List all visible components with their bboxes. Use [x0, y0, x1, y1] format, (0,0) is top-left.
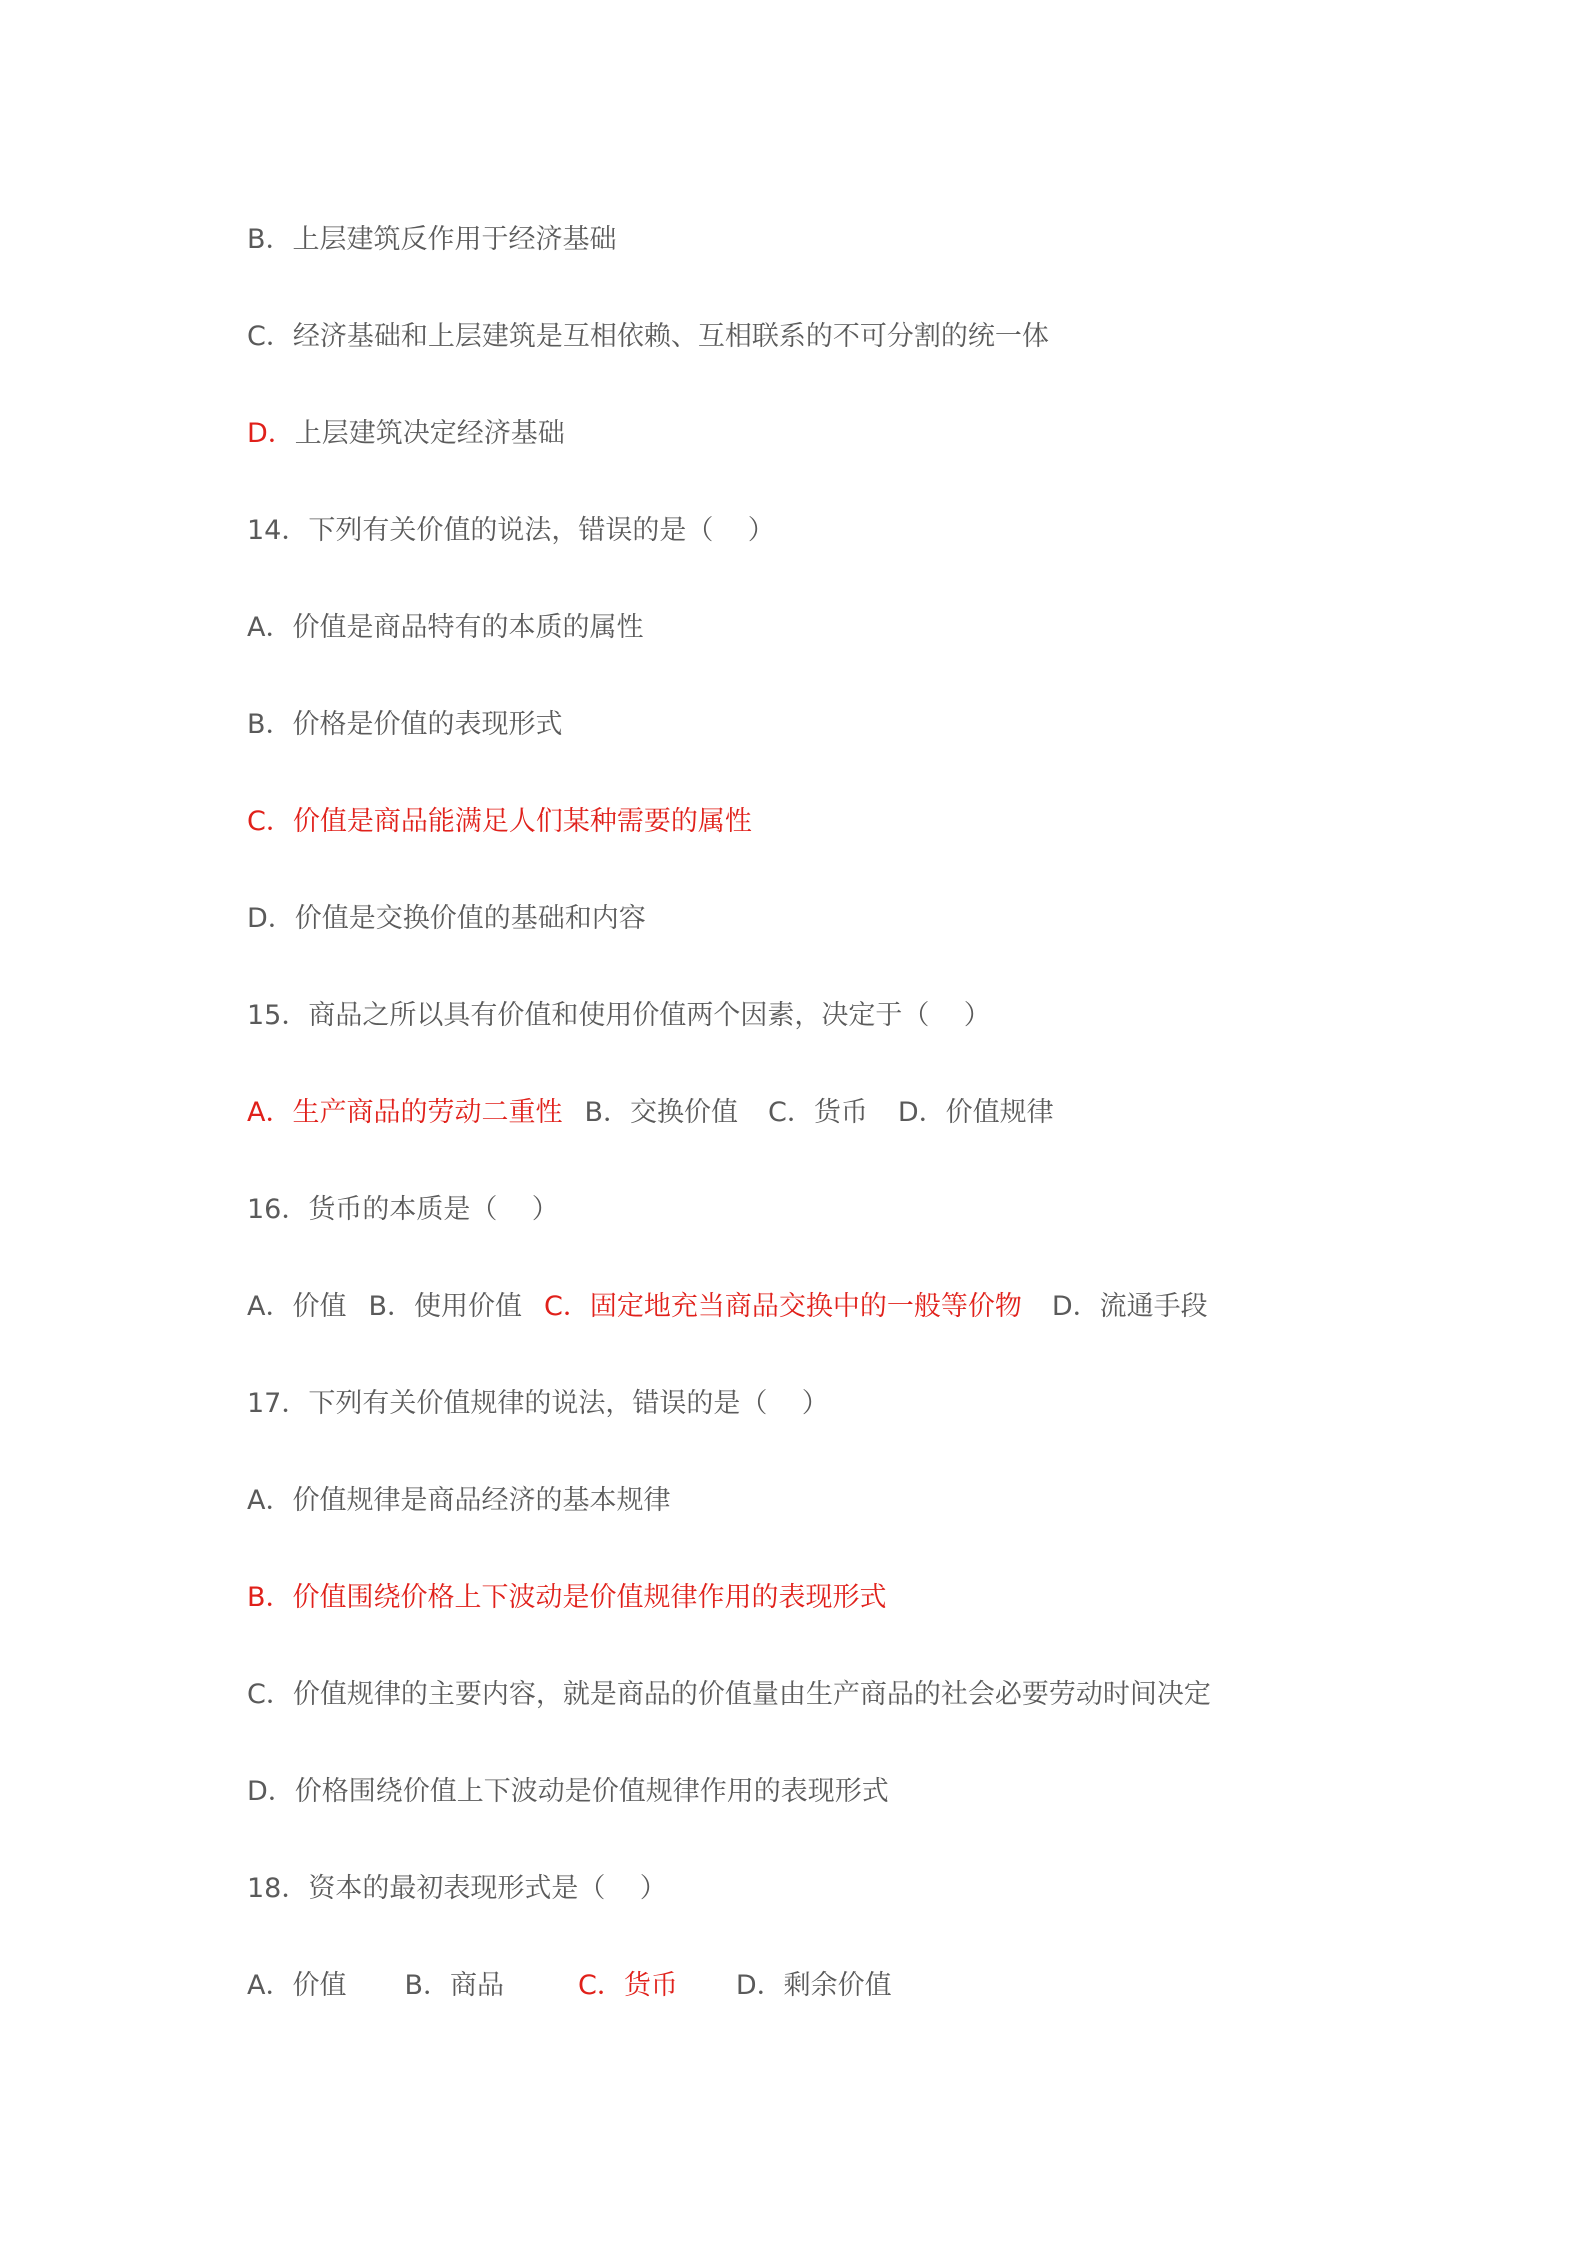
option-text: 价值规律是商品经济的基本规律 [292, 1485, 671, 1516]
option-text: 价值规律 [945, 1097, 1054, 1128]
question-line [247, 1386, 829, 1422]
option-text: 上层建筑决定经济基础 [294, 418, 565, 449]
question-stem [247, 998, 991, 1034]
option-item [544, 1289, 1022, 1325]
option-text: 交换价值 [630, 1097, 739, 1128]
option-label: C． [544, 1291, 590, 1322]
question-line [247, 804, 752, 840]
option-label: D． [897, 1097, 946, 1128]
question-line [247, 1483, 670, 1519]
question-line [247, 416, 565, 452]
question-line [247, 1289, 1208, 1325]
option-text: 货币的本质是（ ） [308, 1194, 559, 1225]
option-text: 价值规律的主要内容，就是商品的价值量由生产商品的社会必要劳动时间决定 [292, 1679, 1211, 1710]
option-item [247, 222, 617, 258]
option-text: 下列有关价值的说法，错误的是（ ） [308, 515, 775, 546]
option-text: 货币 [623, 1970, 678, 2001]
option-label: D． [247, 1776, 295, 1807]
option-item [247, 319, 1049, 355]
option-label: C． [247, 806, 293, 837]
option-text: 价值是商品特有的本质的属性 [292, 612, 644, 643]
option-text: 经济基础和上层建筑是互相依赖、互相联系的不可分割的统一体 [292, 321, 1049, 352]
question-line [247, 1580, 887, 1616]
option-item [368, 1289, 522, 1325]
option-item [247, 1483, 670, 1519]
option-text: 使用价值 [414, 1291, 523, 1322]
option-item [404, 1968, 504, 2004]
option-item [247, 901, 646, 937]
option-label: A． [247, 612, 293, 643]
option-label: 15． [247, 1000, 309, 1031]
question-line [247, 901, 646, 937]
question-stem [247, 1871, 667, 1907]
option-item [736, 1968, 892, 2004]
question-line [247, 610, 643, 646]
option-label: B． [368, 1291, 415, 1322]
option-label: A． [247, 1485, 293, 1516]
option-text: 货币 [813, 1097, 868, 1128]
option-text: 价值是交换价值的基础和内容 [294, 903, 646, 934]
question-line [247, 1774, 889, 1810]
option-item [247, 1289, 346, 1325]
option-label: C． [578, 1970, 624, 2001]
question-line [247, 319, 1049, 355]
option-item [247, 416, 565, 452]
option-item [247, 1580, 887, 1616]
option-text: 价格是价值的表现形式 [292, 709, 563, 740]
option-text: 下列有关价值规律的说法，错误的是（ ） [308, 1388, 829, 1419]
option-item [247, 610, 643, 646]
option-label: C． [247, 321, 293, 352]
option-label: B． [404, 1970, 451, 2001]
question-line [247, 1095, 1054, 1131]
option-text: 价值是商品能满足人们某种需要的属性 [292, 806, 752, 837]
option-label: B． [247, 1582, 293, 1613]
option-label: D． [247, 418, 295, 449]
option-item [247, 804, 752, 840]
option-item [1052, 1289, 1208, 1325]
option-item [247, 1095, 562, 1131]
option-label: A． [247, 1291, 293, 1322]
option-text: 价值 [292, 1970, 347, 2001]
option-label: 17． [247, 1388, 309, 1419]
option-item [247, 1968, 346, 2004]
option-text: 资本的最初表现形式是（ ） [308, 1873, 667, 1904]
option-label: 18． [247, 1873, 309, 1904]
option-label: A． [247, 1970, 293, 2001]
option-item [247, 1677, 1211, 1713]
option-label: B． [584, 1097, 631, 1128]
option-text: 生产商品的劳动二重性 [292, 1097, 563, 1128]
option-text: 商品之所以具有价值和使用价值两个因素，决定于（ ） [308, 1000, 991, 1031]
option-item [247, 1774, 889, 1810]
option-label: D． [735, 1970, 784, 2001]
question-line [247, 222, 617, 258]
option-label: B． [247, 224, 293, 255]
question-line [247, 513, 775, 549]
question-line [247, 998, 991, 1034]
option-label: D． [247, 903, 295, 934]
option-label: 14． [247, 515, 309, 546]
option-item [247, 707, 563, 743]
option-text: 价值 [292, 1291, 347, 1322]
option-text: 固定地充当商品交换中的一般等价物 [589, 1291, 1022, 1322]
option-label: C． [247, 1679, 293, 1710]
question-line [247, 1968, 892, 2004]
question-line [247, 1677, 1211, 1713]
option-label: 16． [247, 1194, 309, 1225]
question-stem [247, 513, 775, 549]
option-text: 剩余价值 [783, 1970, 892, 2001]
option-text: 价值围绕价格上下波动是价值规律作用的表现形式 [292, 1582, 887, 1613]
question-line [247, 1192, 559, 1228]
option-text: 商品 [450, 1970, 505, 2001]
option-item [578, 1968, 678, 2004]
option-item [898, 1095, 1054, 1131]
question-stem [247, 1386, 829, 1422]
option-item [584, 1095, 738, 1131]
option-label: B． [247, 709, 293, 740]
question-line [247, 1871, 667, 1907]
option-text: 流通手段 [1099, 1291, 1208, 1322]
option-text: 上层建筑反作用于经济基础 [292, 224, 617, 255]
option-label: C． [768, 1097, 814, 1128]
option-text: 价格围绕价值上下波动是价值规律作用的表现形式 [294, 1776, 889, 1807]
question-stem [247, 1192, 559, 1228]
question-line [247, 707, 563, 743]
option-label: A． [247, 1097, 293, 1128]
option-item [768, 1095, 868, 1131]
option-label: D． [1051, 1291, 1100, 1322]
